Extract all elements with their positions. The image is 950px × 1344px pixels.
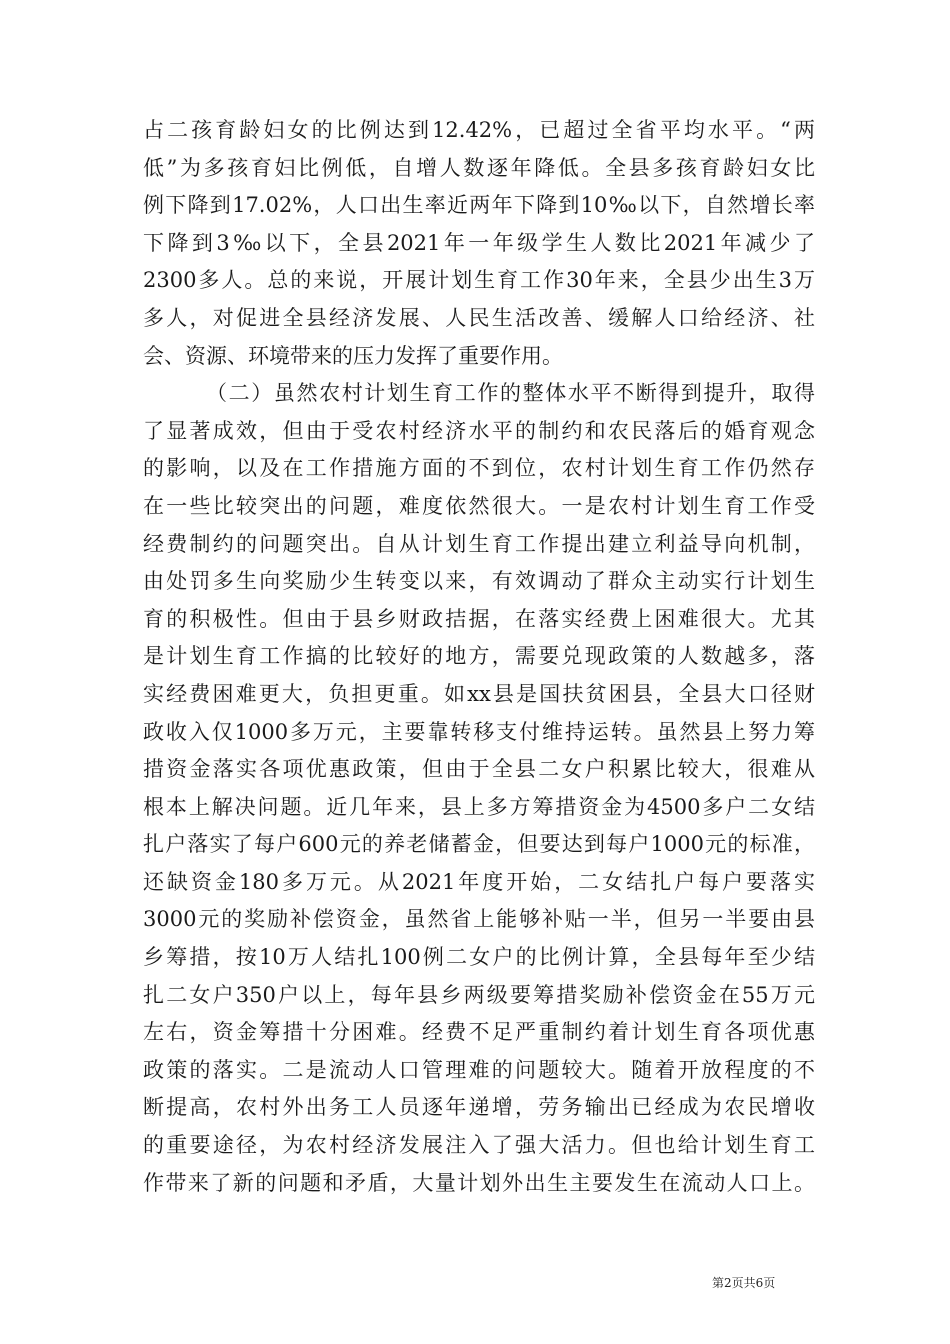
text-line: 政收入仅1000多万元，主要靠转移支付维持运转。虽然县上努力筹 xyxy=(143,719,815,744)
text-line: 下降到3‰以下，全县2021年一年级学生人数比2021年减少了 xyxy=(143,230,815,255)
text-line: 占二孩育龄妇女的比例达到12.42%，已超过全省平均水平。“两 xyxy=(143,118,815,142)
text-line: 断提高，农村外出务工人员逐年递增，劳务输出已经成为农民增收 xyxy=(143,1095,815,1120)
text-line: 实经费困难更大，负担更重。如xx县是国扶贫困县，全县大口径财 xyxy=(143,681,815,706)
text-line: （二）虽然农村计划生育工作的整体水平不断得到提升，取得 xyxy=(206,381,815,406)
text-line: 育的积极性。但由于县乡财政拮据，在落实经费上困难很大。尤其 xyxy=(143,606,815,631)
text-line: 乡筹措，按10万人结扎100例二女户的比例计算，全县每年至少结 xyxy=(143,945,815,970)
text-line: 会、资源、环境带来的压力发挥了重要作用。 xyxy=(143,343,563,368)
text-line: 作带来了新的问题和矛盾，大量计划外出生主要发生在流动人口上。 xyxy=(143,1170,815,1195)
text-line: 经费制约的问题突出。自从计划生育工作提出建立利益导向机制， xyxy=(143,531,815,556)
text-line: 根本上解决问题。近几年来，县上多方筹措资金为4500多户二女结 xyxy=(143,794,815,819)
text-line: 在一些比较突出的问题，难度依然很大。一是农村计划生育工作受 xyxy=(143,493,815,518)
text-line: 2300多人。总的来说，开展计划生育工作30年来，全县少出生3万 xyxy=(143,268,815,293)
text-line: 还缺资金180多万元。从2021年度开始，二女结扎户每户要落实 xyxy=(143,869,815,894)
text-line: 例下降到17.02%，人口出生率近两年下降到10‰以下，自然增长率 xyxy=(143,193,815,218)
text-line: 政策的落实。二是流动人口管理难的问题较大。随着开放程度的不 xyxy=(143,1057,815,1082)
text-line: 扎二女户350户以上，每年县乡两级要筹措奖励补偿资金在55万元 xyxy=(143,982,815,1007)
text-line: 了显著成效，但由于受农村经济水平的制约和农民落后的婚育观念 xyxy=(143,418,815,443)
text-line: 左右，资金筹措十分困难。经费不足严重制约着计划生育各项优惠 xyxy=(143,1020,815,1045)
text-line: 3000元的奖励补偿资金，虽然省上能够补贴一半，但另一半要由县 xyxy=(143,907,815,932)
text-line: 的重要途径，为农村经济发展注入了强大活力。但也给计划生育工 xyxy=(143,1133,815,1158)
text-line: 措资金落实各项优惠政策，但由于全县二女户积累比较大，很难从 xyxy=(143,757,815,782)
text-line: 多人，对促进全县经济发展、人民生活改善、缓解人口给经济、社 xyxy=(143,305,815,330)
body-text xyxy=(143,112,815,1202)
text-line: 由处罚多生向奖励少生转变以来，有效调动了群众主动实行计划生 xyxy=(143,569,815,594)
text-line: 扎户落实了每户600元的养老储蓄金，但要达到每户1000元的标准， xyxy=(143,832,815,857)
text-line: 低”为多孩育妇比例低，自增人数逐年降低。全县多孩育龄妇女比 xyxy=(143,155,815,180)
text-line: 的影响，以及在工作措施方面的不到位，农村计划生育工作仍然存 xyxy=(143,456,815,481)
text-line: 是计划生育工作搞的比较好的地方，需要兑现政策的人数越多，落 xyxy=(143,644,815,669)
page-number-footer: 第2页共6页 xyxy=(712,1276,776,1290)
